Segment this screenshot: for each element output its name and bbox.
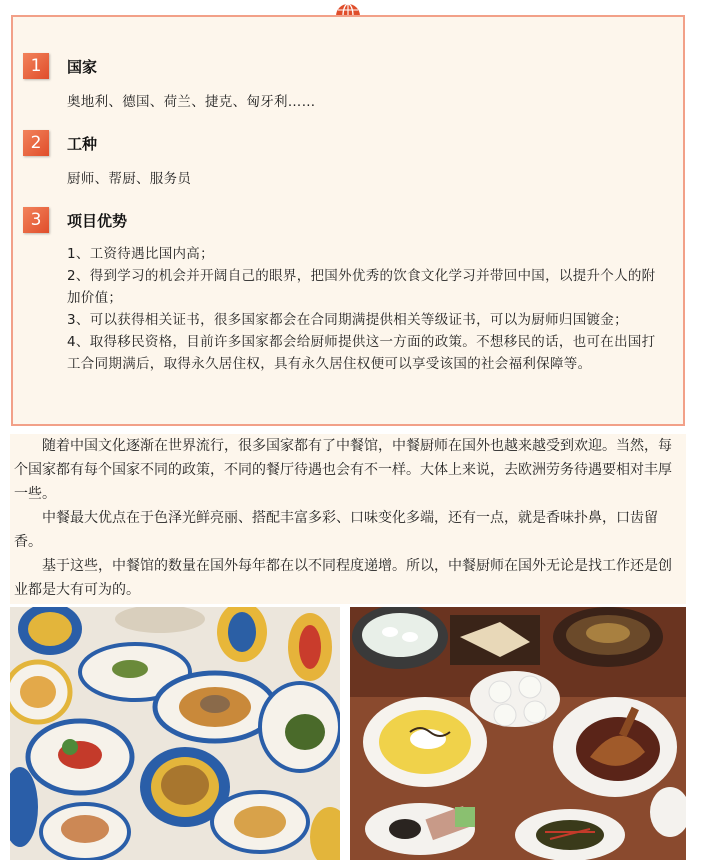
article-paragraph: 中餐最大优点在于色泽光鲜亮丽、搭配丰富多彩、口味变化多端，还有一点，就是香味扑鼻，口齿留香。 (14, 510, 658, 550)
food-photo-porcelain-dishes (10, 607, 340, 860)
section-number-badge: 2 (23, 130, 49, 156)
article-paragraph: 基于这些，中餐馆的数量在国外每年都在以不同程度递增。所以，中餐厨师在国外无论是找工作还是创业都是大有可为的。 (14, 558, 672, 598)
section-line: 奥地利、德国、荷兰、捷克、匈牙利…… (67, 94, 316, 110)
section-body (67, 91, 667, 113)
article-body (10, 434, 686, 604)
food-photo-banquet-dishes (350, 607, 686, 860)
advantage-item: 4、取得移民资格，目前许多国家都会给厨师提供这一方面的政策。不想移民的话，也可在出国打工合同期满后，取得永久居住权，具有永久居住权便可以享受该国的社会福利保障等。 (67, 334, 656, 372)
info-card (11, 15, 685, 426)
section-title: 国家 (67, 58, 98, 76)
section-number-badge: 3 (23, 207, 49, 233)
section-number-badge: 1 (23, 53, 49, 79)
section-line: 厨师、帮厨、服务员 (67, 171, 192, 187)
section-body (67, 243, 667, 375)
advantage-item: 1、工资待遇比国内高； (67, 246, 214, 262)
section-title: 项目优势 (67, 212, 128, 230)
advantage-item: 2、得到学习的机会并开阔自己的眼界，把国外优秀的饮食文化学习并带回中国，以提升个人的附加价值； (67, 268, 656, 306)
section-body (67, 168, 667, 190)
article-paragraph: 随着中国文化逐渐在世界流行，很多国家都有了中餐馆，中餐厨师在国外也越来越受到欢迎。当然，每个国家都有每个国家不同的政策，不同的餐厅待遇也会有不一样。大体上来说，去欧洲劳务待遇要相对丰厚一些。 (14, 438, 672, 502)
advantage-item: 3、可以获得相关证书，很多国家都会在合同期满提供相关等级证书，可以为厨师归国镀金； (67, 312, 628, 328)
section-title: 工种 (67, 135, 98, 153)
